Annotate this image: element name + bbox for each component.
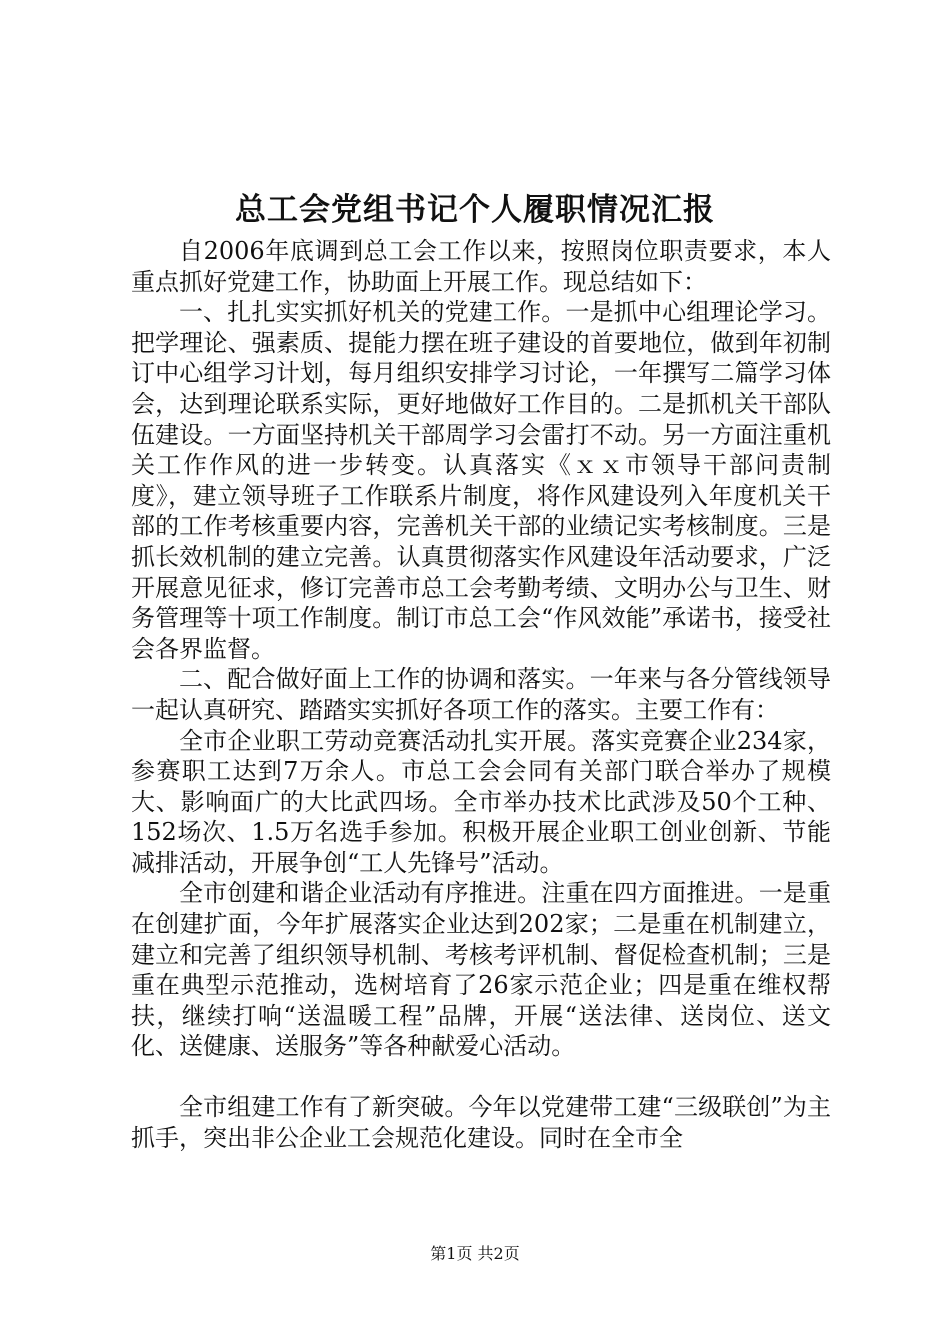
paragraph-labor-competition: 全市企业职工劳动竞赛活动扎实开展。落实竞赛企业234家，参赛职工达到7万余人。市总工会会同有关部门联合举办了规模大、影响面广的大比武四场。全市举办技术比武涉及50个工种、152场次、1.5万名选手参加。积极开展企业职工创业创新、节能减排活动，开展争创“工人先锋号”活动。 [131, 726, 831, 877]
paragraph-harmonious-enterprise: 全市创建和谐企业活动有序推进。注重在四方面推进。一是重在创建扩面，今年扩展落实企业达到202家；二是重在机制建立，建立和完善了组织领导机制、考核考评机制、督促检查机制；三是重在典型示范推动，选树培育了26家示范企业；四是重在维权帮扶，继续打响“送温暖工程”品牌，开展“送法律、送岗位、送文化、送健康、送服务”等各种献爱心活动。 [131, 879, 831, 1061]
paragraph-organization-building: 全市组建工作有了新突破。今年以党建带工建“三级联创”为主抓手，突出非公企业工会规范化建设。同时在全市全 [131, 1093, 831, 1152]
paragraph-coordination: 二、配合做好面上工作的协调和落实。一年来与各分管线领导一起认真研究、踏踏实实抓好各项工作的落实。主要工作有： [131, 665, 831, 724]
paragraph-spacer [131, 1062, 831, 1092]
paragraph-party-building: 一、扎扎实实抓好机关的党建工作。一是抓中心组理论学习。把学理论、强素质、提能力摆在班子建设的首要地位，做到年初制订中心组学习计划，每月组织安排学习讨论，一年撰写二篇学习体会，达到理论联系实际，更好地做好工作目的。二是抓机关干部队伍建设。一方面坚持机关干部周学习会雷打不动。另一方面注重机关工作作风的进一步转变。认真落实《ｘｘ市领导干部问责制度》，建立领导班子工作联系片制度，将作风建设列入年度机关干部的工作考核重要内容，完善机关干部的业绩记实考核制度。三是抓长效机制的建立完善。认真贯彻落实作风建设年活动要求，广泛开展意见征求，修订完善市总工会考勤考绩、文明办公与卫生、财务管理等十项工作制度。制订市总工会“作风效能”承诺书，接受社会各界监督。 [131, 298, 831, 663]
page-number-footer: 第1页 共2页 [430, 1244, 520, 1263]
document-body [131, 236, 831, 1153]
paragraph-intro: 自2006年底调到总工会工作以来，按照岗位职责要求，本人重点抓好党建工作，协助面上开展工作。现总结如下： [131, 237, 831, 296]
document-title: 总工会党组书记个人履职情况汇报 [235, 192, 715, 228]
